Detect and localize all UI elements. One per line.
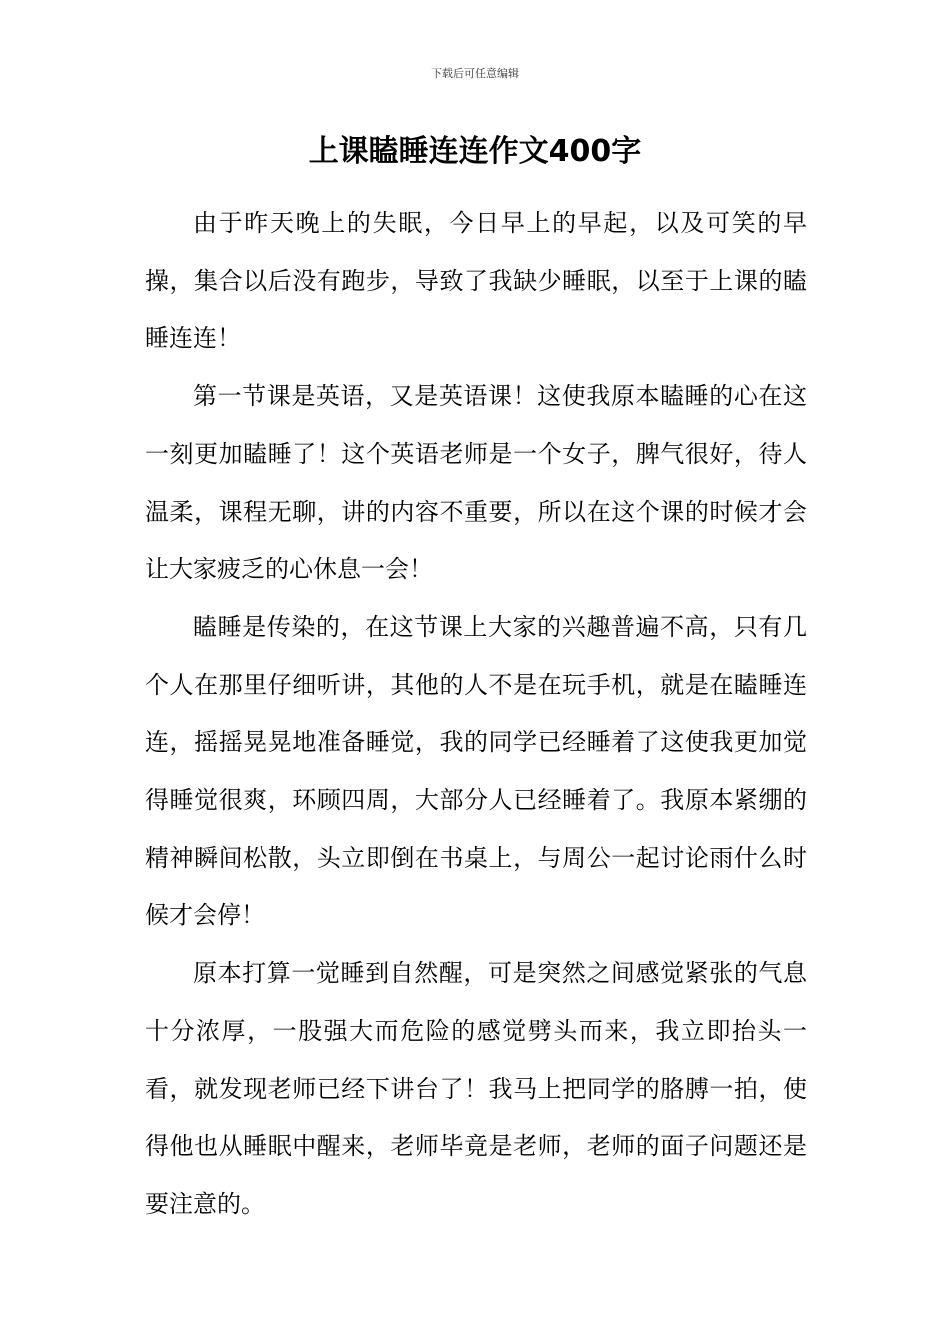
header-note: 下载后可任意编辑 (431, 67, 519, 80)
paragraph-2: 第一节课是英语，又是英语课！这使我原本瞌睡的心在这一刻更加瞌睡了！这个英语老师是一个女子，脾气很好，待人温柔，课程无聊，讲的内容不重要，所以在这个课的时候才会让大家疲乏的心休息一会！ (145, 382, 807, 584)
paragraph-4: 原本打算一觉睡到自然醒，可是突然之间感觉紧张的气息十分浓厚，一股强大而危险的感觉劈头而来，我立即抬头一看，就发现老师已经下讲台了！我马上把同学的胳膊一拍，使得他也从睡眠中醒来，老师毕竟是老师，老师的面子问题还是要注意的。 (145, 959, 807, 1218)
document-title: 上课瞌睡连连作文400字 (308, 134, 642, 169)
essay-body (145, 195, 807, 1234)
paragraph-3: 瞌睡是传染的，在这节课上大家的兴趣普遍不高，只有几个人在那里仔细听讲，其他的人不是在玩手机，就是在瞌睡连连，摇摇晃晃地准备睡觉，我的同学已经睡着了这使我更加觉得睡觉很爽，环顾四周，大部分人已经睡着了。我原本紧绷的精神瞬间松散，头立即倒在书桌上，与周公一起讨论雨什么时候才会停！ (145, 612, 807, 930)
paragraph-1: 由于昨天晚上的失眠，今日早上的早起，以及可笑的早操，集合以后没有跑步，导致了我缺少睡眠，以至于上课的瞌睡连连！ (145, 209, 807, 353)
